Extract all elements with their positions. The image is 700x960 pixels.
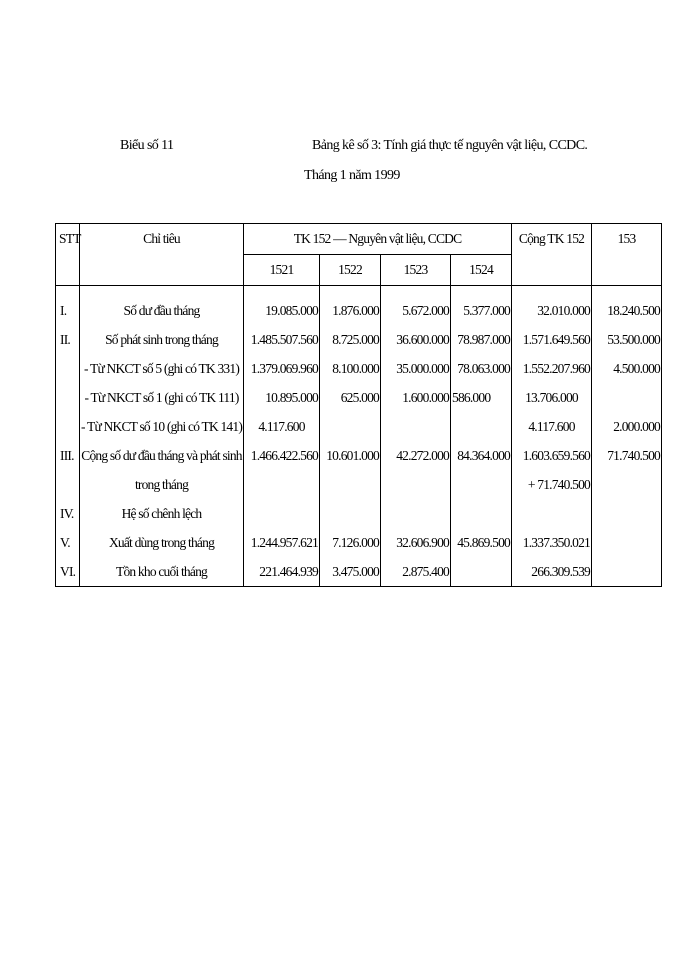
cell-153 — [592, 528, 662, 557]
cell-1521: 1.485.507.560 — [244, 325, 320, 354]
cell-1521: 1.466.422.560 — [244, 441, 320, 499]
row-label: Xuất dùng trong tháng — [80, 528, 244, 557]
cell-1524: 5.377.000 — [451, 296, 512, 325]
table-row — [56, 557, 662, 587]
cell-1523: 1.600.000 — [381, 383, 451, 412]
cell-153: 71.740.500 — [592, 441, 662, 499]
cell-1524: 78.987.000 — [451, 325, 512, 354]
row-label: - Từ NKCT số 1 (ghi có TK 111) — [80, 383, 244, 412]
header-1524: 1524 — [451, 255, 512, 286]
cell-1524 — [451, 557, 512, 587]
cell-cong-line2: + 71.740.500 — [527, 477, 590, 492]
table-row — [56, 412, 662, 441]
cell-1523 — [381, 412, 451, 441]
header-153: 153 — [592, 224, 662, 286]
cell-1521: 221.464.939 — [244, 557, 320, 587]
cell-1523 — [381, 499, 451, 528]
cell-1521: 1.379.069.960 — [244, 354, 320, 383]
cell-cong: 13.706.000 — [512, 383, 592, 412]
cell-1523: 5.672.000 — [381, 296, 451, 325]
cell-1524 — [451, 499, 512, 528]
table-row — [56, 441, 662, 499]
table-row — [56, 528, 662, 557]
cell-cong — [512, 441, 592, 499]
cell-cong: 1.552.207.960 — [512, 354, 592, 383]
form-number: Biểu số 11 — [120, 138, 174, 153]
row-stt — [56, 383, 80, 412]
cell-1523: 36.600.000 — [381, 325, 451, 354]
cell-153 — [592, 383, 662, 412]
header-stt: STT — [56, 224, 80, 286]
cell-cong: 1.571.649.560 — [512, 325, 592, 354]
cell-1523: 32.606.900 — [381, 528, 451, 557]
cell-1522: 8.725.000 — [320, 325, 381, 354]
row-label: Hệ số chênh lệch — [80, 499, 244, 528]
table-row — [56, 354, 662, 383]
cell-1524: 78.063.000 — [451, 354, 512, 383]
cell-1522: 1.876.000 — [320, 296, 381, 325]
cell-cong: 32.010.000 — [512, 296, 592, 325]
table-row — [56, 296, 662, 325]
cell-1524: 586.000 — [451, 383, 512, 412]
document-period: Tháng 1 năm 1999 — [304, 168, 400, 183]
cell-cong-line1: 1.603.659.560 — [522, 448, 590, 463]
spacer-row — [56, 286, 662, 297]
cell-1522: 8.100.000 — [320, 354, 381, 383]
header-1523: 1523 — [381, 255, 451, 286]
cell-1524 — [451, 412, 512, 441]
table-row — [56, 383, 662, 412]
table-row — [56, 499, 662, 528]
row-stt: II. — [56, 325, 80, 354]
cell-cong: 4.117.600 — [512, 412, 592, 441]
cell-1522 — [320, 499, 381, 528]
cell-1521: 1.244.957.621 — [244, 528, 320, 557]
header-1521: 1521 — [244, 255, 320, 286]
ledger-table — [55, 223, 662, 587]
cell-1523: 2.875.400 — [381, 557, 451, 587]
cell-1524: 45.869.500 — [451, 528, 512, 557]
row-label: - Từ NKCT số 10 (ghi có TK 141) — [80, 412, 244, 441]
cell-cong — [512, 499, 592, 528]
header-chi-tieu: Chỉ tiêu — [80, 224, 244, 286]
row-stt: V. — [56, 528, 80, 557]
cell-1521: 10.895.000 — [244, 383, 320, 412]
row-label: Tồn kho cuối tháng — [80, 557, 244, 587]
row-stt — [56, 354, 80, 383]
row-label: Cộng số dư đầu tháng và phát sinh trong tháng — [80, 441, 244, 499]
row-stt: IV. — [56, 499, 80, 528]
cell-1523: 42.272.000 — [381, 441, 451, 499]
row-stt — [56, 412, 80, 441]
cell-153: 4.500.000 — [592, 354, 662, 383]
cell-1522 — [320, 412, 381, 441]
row-label: Số phát sinh trong tháng — [80, 325, 244, 354]
cell-1522: 3.475.000 — [320, 557, 381, 587]
cell-1521 — [244, 499, 320, 528]
header-1522: 1522 — [320, 255, 381, 286]
cell-1521: 4.117.600 — [244, 412, 320, 441]
document-title: Bảng kê số 3: Tính giá thực tế nguyên vật liệu, CCDC. — [312, 138, 588, 153]
cell-1522: 625.000 — [320, 383, 381, 412]
row-label: - Từ NKCT số 5 (ghi có TK 331) — [80, 354, 244, 383]
header-tk152-group: TK 152 — Nguyên vật liệu, CCDC — [244, 224, 512, 255]
row-stt: VI. — [56, 557, 80, 587]
row-stt: III. — [56, 441, 80, 499]
row-stt: I. — [56, 296, 80, 325]
cell-1521: 19.085.000 — [244, 296, 320, 325]
cell-153: 53.500.000 — [592, 325, 662, 354]
cell-cong: 266.309.539 — [512, 557, 592, 587]
cell-153: 2.000.000 — [592, 412, 662, 441]
row-label: Số dư đầu tháng — [80, 296, 244, 325]
cell-1522: 10.601.000 — [320, 441, 381, 499]
cell-153: 18.240.500 — [592, 296, 662, 325]
cell-1523: 35.000.000 — [381, 354, 451, 383]
header-cong-tk152: Cộng TK 152 — [512, 224, 592, 286]
table-row — [56, 325, 662, 354]
cell-cong: 1.337.350.021 — [512, 528, 592, 557]
cell-1522: 7.126.000 — [320, 528, 381, 557]
cell-153 — [592, 557, 662, 587]
cell-1524: 84.364.000 — [451, 441, 512, 499]
cell-153 — [592, 499, 662, 528]
